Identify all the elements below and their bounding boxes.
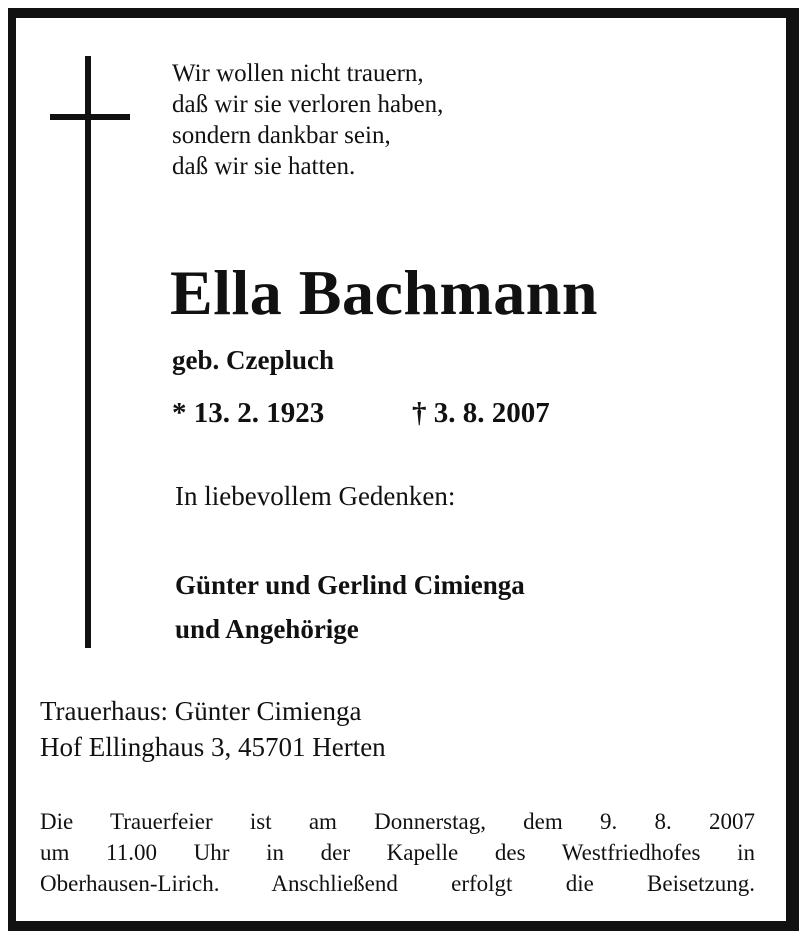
poem-line: daß wir sie verloren haben,: [172, 91, 444, 118]
death-date: † 3. 8. 2007: [412, 397, 550, 429]
notice-line: Die Trauerfeier ist am Donnerstag, dem 9. 8. 2007: [40, 809, 755, 834]
mourning-house-line: Hof Ellinghaus 3, 45701 Herten: [40, 732, 386, 762]
notice-line: Oberhausen-Lirich. Anschließend erfolgt die Beisetzung.: [40, 871, 755, 896]
deceased-name: Ella Bachmann: [170, 257, 598, 328]
poem-line: daß wir sie hatten.: [172, 153, 356, 180]
poem-line: Wir wollen nicht trauern,: [172, 60, 424, 87]
memory-line: In liebevollem Gedenken:: [175, 481, 456, 511]
birth-name: geb. Czepluch: [172, 345, 334, 375]
poem: [172, 58, 443, 182]
cross-vertical-bar: [85, 56, 91, 648]
birth-date: * 13. 2. 1923: [172, 397, 325, 429]
mourner-line: Günter und Gerlind Cimienga: [175, 570, 525, 600]
mourners: [175, 563, 525, 651]
mourner-line: und Angehörige: [175, 614, 359, 644]
mourning-house-line: Trauerhaus: Günter Cimienga: [40, 696, 362, 726]
notice-line: um 11.00 Uhr in der Kapelle des Westfriedhofes in: [40, 840, 755, 865]
cross-horizontal-bar: [50, 114, 130, 120]
poem-line: sondern dankbar sein,: [172, 122, 391, 149]
mourning-house: [40, 693, 386, 765]
funeral-notice: [40, 806, 755, 899]
